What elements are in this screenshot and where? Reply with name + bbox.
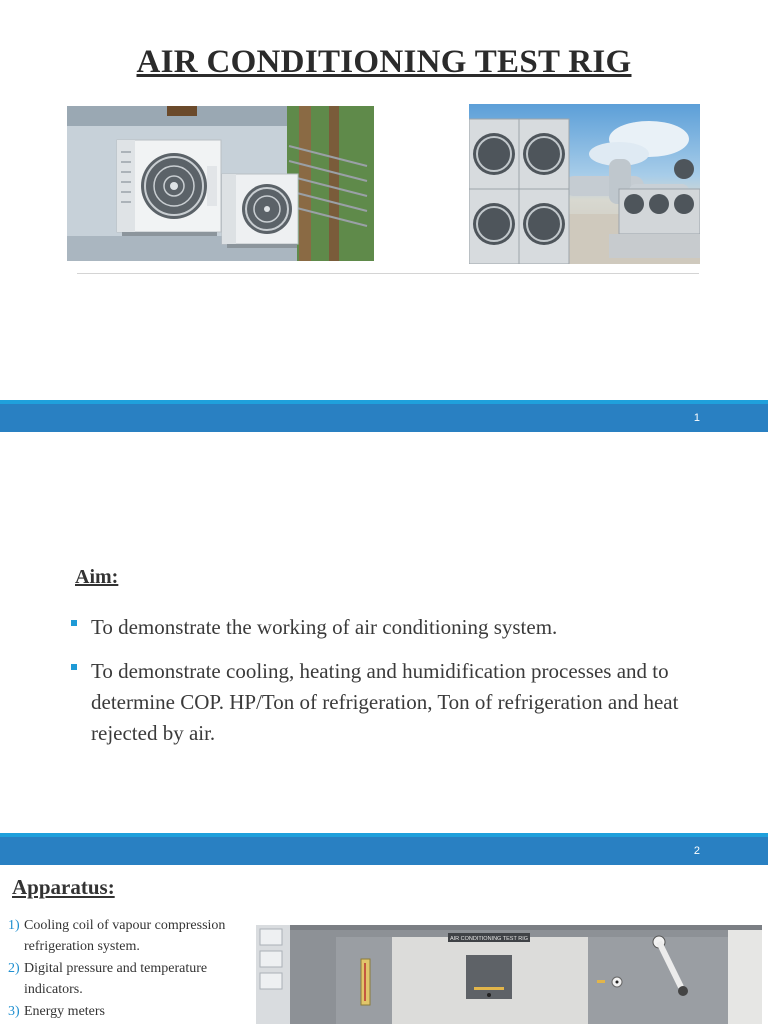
slide-3	[0, 865, 768, 1024]
test-rig-photo	[256, 925, 762, 1024]
bullet-item	[70, 656, 720, 749]
footer-accent-line	[0, 400, 768, 404]
slide-footer-bar	[0, 833, 768, 865]
slide-title: AIR CONDITIONING TEST RIG	[136, 44, 632, 80]
apparatus-heading: Apparatus:	[12, 875, 115, 899]
slide-2	[0, 432, 768, 832]
aim-bullet-list	[70, 612, 720, 762]
slide-footer-bar	[0, 400, 768, 432]
list-item	[8, 915, 258, 957]
list-text: Digital pressure and temperature indicators.	[24, 961, 208, 997]
square-bullet-icon	[71, 620, 77, 626]
list-text: Cooling coil of vapour compression refrigeration system.	[24, 918, 226, 954]
list-text: Energy meters	[24, 1004, 105, 1019]
divider	[77, 273, 699, 274]
apparatus-list	[8, 915, 258, 1023]
rig-label: AIR CONDITIONING TEST RIG	[449, 936, 529, 942]
bullet-text: To demonstrate cooling, heating and humidification processes and to determine COP. HP/Ton of refrigeration, Ton of refrigeration and heat rejected by air.	[91, 659, 679, 745]
slide-1	[0, 0, 768, 400]
list-item	[8, 958, 258, 1000]
bullet-item	[70, 612, 720, 643]
aim-heading: Aim:	[75, 566, 119, 588]
footer-accent-line	[0, 833, 768, 837]
page-number: 1	[693, 412, 700, 424]
list-number: 1)	[8, 918, 20, 933]
list-number: 2)	[8, 961, 20, 976]
list-number: 3)	[8, 1004, 20, 1019]
square-bullet-icon	[71, 664, 77, 670]
rooftop-hvac-image	[469, 104, 700, 264]
bullet-text: To demonstrate the working of air conditioning system.	[91, 615, 558, 639]
page-number: 2	[693, 845, 700, 857]
wall-ac-units-image	[67, 106, 374, 261]
list-item	[8, 1001, 258, 1022]
